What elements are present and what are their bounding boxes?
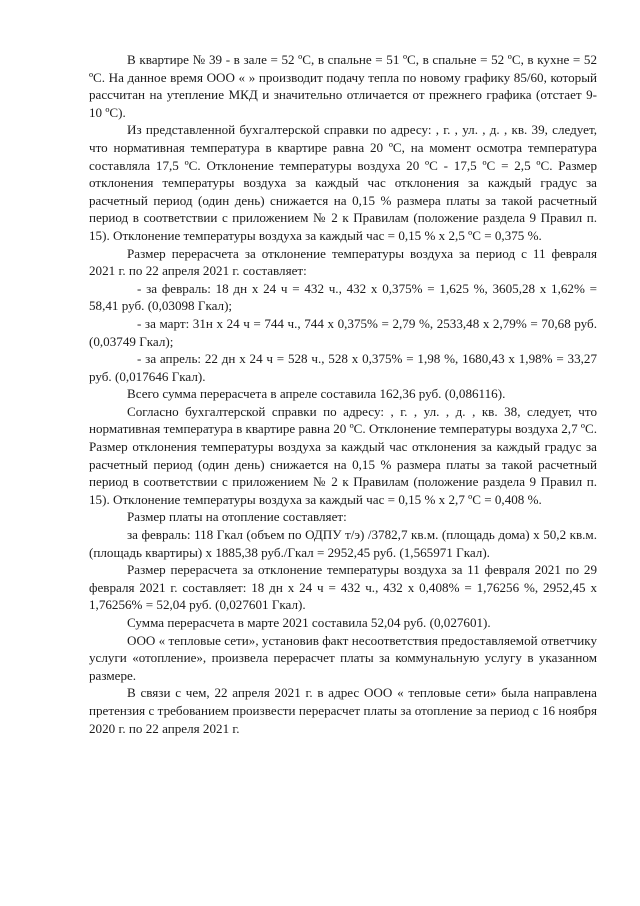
paragraph-march-total: Сумма перерасчета в марте 2021 составила 52,04 руб. (0,027601). — [127, 615, 491, 630]
paragraph-heating-fee-heading: Размер платы на отопление составляет: — [127, 509, 347, 525]
document-body — [89, 51, 597, 737]
paragraph-april-total: Всего сумма перерасчета в апреле составила 162,36 руб. (0,086116). — [127, 386, 506, 402]
paragraph-march-calculation: - за март: 31н х 24 ч = 744 ч., 744 х 0,375% = 2,79 %, 2533,48 х 2,79% = 70,68 руб. (0,03749 Гкал); — [89, 315, 597, 349]
paragraph-april-calculation: - за апрель: 22 дн х 24 ч = 528 ч., 528 х 0,375% = 1,98 %, 1680,43 х 1,98% = 33,27 руб. (0,017646 Гкал). — [89, 351, 597, 384]
paragraph-february-fee: за февраль: 118 Гкал (объем по ОДПУ т/э) /3782,7 кв.м. (площадь дома) х 50,2 кв.м. (площадь квартиры) х 1885,38 руб./Гкал = 2952,45 руб. (1,565971 Гкал). — [89, 527, 597, 560]
paragraph-accounting-certificate-apt-39: Из представленной бухгалтерской справки по адресу: , г. , ул. , д. , кв. 39, следует, что нормативная температура в квартире равна 20 ºС, на момент осмотра температура составляла 17,5 ºС. Отклонение температуры воздуха 20 ºС - 17,5 ºС = 2,5 ºС. Размер отклонения температуры воздуха за каждый час отклонения за каждый градус за расчетный период (один день) снижается на 0,15 % размера платы за такой расчетный период в соответствии с приложением № 2 к Правилам (положение раздела 9 Правил п. 15). Отклонение температуры воздуха за каждый час = 0,15 % x 2,5 ºС = 0,375 %. — [89, 122, 597, 243]
paragraph-claim-sent: В связи с чем, 22 апреля 2021 г. в адрес ООО « тепловые сети» была направлена претензия с требованием произвести перерасчет платы за отопление за период с 16 ноября 2020 г. по 22 апреля 2021 г. — [89, 685, 597, 736]
paragraph-heating-network-recalculation: ООО « тепловые сети», установив факт несоответствия предоставляемой ответчику услуги «отопление», произвела перерасчет платы за коммунальную услугу в указанном размере. — [89, 632, 597, 683]
paragraph-apartment-39-temperatures: В квартире № 39 - в зале = 52 ºС, в спальне = 51 ºС, в спальне = 52 ºС, в кухне = 52 ºС. На данное время ООО « » производит подачу тепла по новому графику 85/60, который рассчитан на утепление МКД и значительно отличается от прежнего графика (отстает 9-10 ºС). — [89, 52, 597, 120]
paragraph-february-calculation: - за февраль: 18 дн х 24 ч = 432 ч., 432 х 0,375% = 1,625 %, 3605,28 х 1,62% = 58,41 руб. (0,03098 Гкал); — [89, 280, 597, 314]
paragraph-recalculation-apt-38: Размер перерасчета за отклонение температуры воздуха за 11 февраля 2021 по 29 февраля 2021 г. составляет: 18 дн х 24 ч = 432 ч., 432 х 0,408% = 1,76256 %, 2952,45 х 1,76256% = 52,04 руб. (0,027601 Гкал). — [89, 562, 597, 613]
paragraph-accounting-certificate-apt-38: Согласно бухгалтерской справки по адресу: , г. , ул. , д. , кв. 38, следует, что нормативная температура в квартире равна 20 ºС. Отклонение температуры воздуха 2,7 ºС. Размер отклонения температуры воздуха за каждый час отклонения за каждый градус за расчетный период (один день) снижается на 0,15 % размера платы за такой расчетный период в соответствии с приложением № 2 к Правилам (положение раздела 9 Правил п. 15). Отклонение температуры воздуха за каждый час = 0,15 % x 2,7 ºС = 0,408 %. — [89, 403, 597, 507]
paragraph-recalculation-period: Размер перерасчета за отклонение температуры воздуха за период с 11 февраля 2021 г. по 22 апреля 2021 г. составляет: — [89, 245, 597, 279]
